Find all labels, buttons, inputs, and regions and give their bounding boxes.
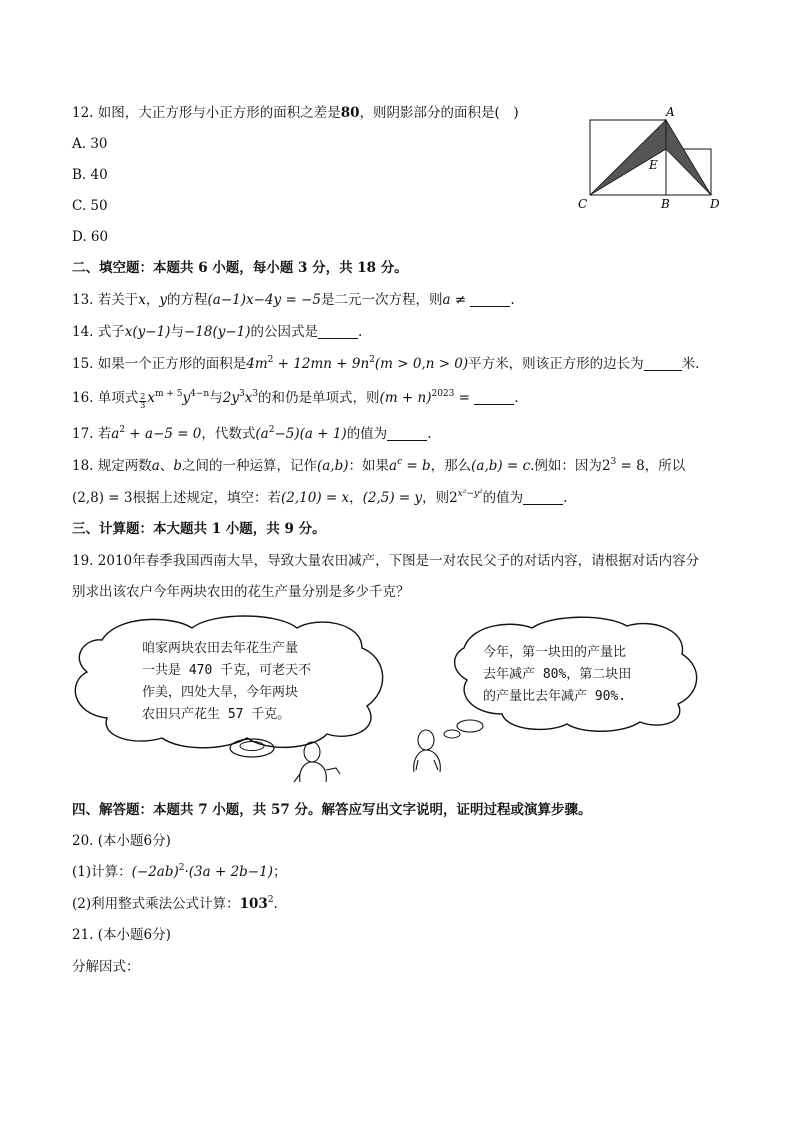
q20-heading: 20. (本小题6分)	[72, 833, 171, 849]
left-thought-bubble-inner	[240, 742, 264, 751]
q18-answer-blank[interactable]	[523, 490, 563, 505]
q16-answer-blank[interactable]	[474, 390, 514, 405]
label-b: B	[661, 197, 670, 211]
q20-part-2: (2)利用整式乘法公式计算：$103^2$.	[72, 895, 278, 912]
father-figure-icon	[294, 742, 340, 782]
fraction-two-thirds: $\frac{2}{3}$	[140, 392, 146, 410]
right-thought-bubble-1	[457, 720, 483, 732]
squares-figure	[572, 102, 732, 214]
q13: 13. 若关于x，y的方程(a−1)x−4y = −5是二元一次方程，则a ≠ .	[72, 292, 515, 308]
q12-option-a: A. 30	[72, 136, 108, 152]
label-d: D	[710, 197, 720, 211]
right-bubble-text: 今年，第一块田的产量比 去年减产 80%，第二块田 的产量比去年减产 90%.	[483, 645, 632, 704]
q15-answer-blank[interactable]	[644, 356, 682, 371]
q17: 17. 若$a^2 + a-5 = 0$，代数式$(a^2-5)(a + 1)$的值为 .	[72, 425, 432, 442]
q14: 14. 式子x(y−1)与−18(y−1)的公因式是 .	[72, 324, 363, 340]
section-2-heading: 二、填空题：本题共 6 小题，每小题 3 分，共 18 分。	[72, 260, 408, 276]
q13-answer-blank[interactable]	[470, 292, 510, 307]
shaded-region-right	[666, 120, 711, 195]
section-4-heading: 四、解答题：本题共 7 小题，共 57 分。解答应写出文字说明，证明过程或演算步骤。	[72, 802, 592, 818]
q12-stem: 12. 如图，大正方形与小正方形的面积之差是80，则阴影部分的面积是( )	[72, 105, 519, 121]
q18-line-2: (2,8) = 3根据上述规定，填空：若(2,10) = x，(2,5) = y，则$2^{x^2-y^2}$的值为 .	[72, 489, 568, 506]
label-c: C	[578, 197, 588, 211]
q21-heading: 21. (本小题6分)	[72, 927, 171, 943]
q20-part-1: (1)计算：$(-2ab)^2\cdot(3a + 2b-1)$；	[72, 863, 287, 880]
dialogue-illustration	[62, 610, 742, 790]
q14-answer-blank[interactable]	[318, 324, 358, 339]
q19-line-2: 别求出该农户今年两块农田的花生产量分别是多少千克？	[72, 584, 410, 600]
q18-line-1: 18. 规定两数a、b之间的一种运算，记作(a,b)：如果$a^c = b$，那么(a,b) = c.例如：因为$2^3 = 8$，所以	[72, 457, 686, 474]
section-3-heading: 三、计算题：本大题共 1 小题，共 9 分。	[72, 521, 326, 537]
label-e: E	[649, 158, 658, 172]
left-bubble-text: 咱家两块农田去年花生产量 一共是 470 千克，可老天不 作美，四处大旱，今年两块 农田只产花生 57 千克。	[142, 641, 312, 722]
q12-option-c: C. 50	[72, 198, 108, 214]
q21-line: 分解因式：	[72, 959, 140, 975]
q17-answer-blank[interactable]	[387, 426, 427, 441]
right-thought-bubble-2	[444, 730, 460, 738]
label-a: A	[666, 105, 675, 119]
q19-line-1: 19. 2010年春季我国西南大旱，导致大量农田减产，下图是一对农民父子的对话内容，请根据对话内容分	[72, 553, 700, 569]
son-figure-icon	[414, 730, 441, 772]
q12-option-b: B. 40	[72, 167, 108, 183]
q12-option-d: D. 60	[72, 229, 109, 245]
q15: 15. 如果一个正方形的面积是$4m^2 + 12mn + 9n^2(m > 0,n > 0)$平方米，则该正方形的边长为 米.	[72, 355, 700, 372]
q16: 16. 单项式 $\frac{2}{3}$ $x^{m + 5}y^{4-n}$与$2y^3x^3$的和仍是单项式，则$(m + n)^{2023}$ = .	[72, 389, 519, 410]
